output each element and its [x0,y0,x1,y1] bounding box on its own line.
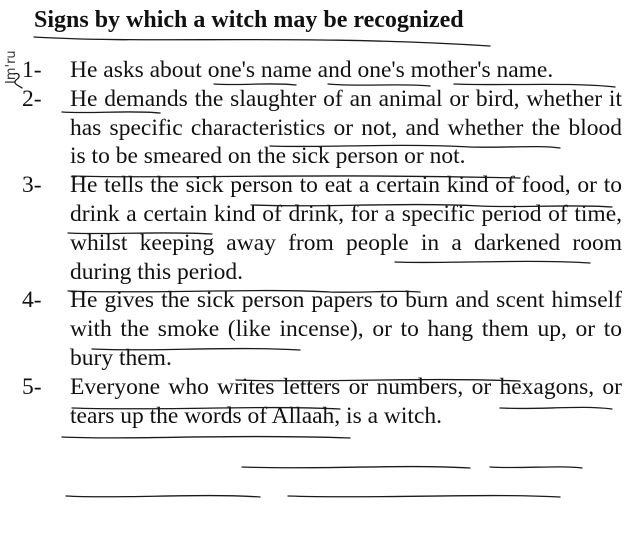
item-number: 1- [22,57,42,83]
underline [490,467,582,468]
item-number: 3- [22,172,42,199]
item-number: 2- [22,85,42,112]
list-item-5 [22,373,622,431]
item-number: 5- [22,373,42,400]
list-item-3 [22,171,622,286]
underline [288,496,560,497]
item-text: He tells the sick person to eat a certain kind of food, or to drink a certain kind of drink, for a specific period of time, whilst keeping away from people in a darkened room during this period. [70,172,622,285]
list-item-4 [22,286,622,372]
item-text: He gives the sick person papers to burn and scent himself with the smoke (like incense), or to hang them up, or to bury them. [70,287,622,371]
item-text: He demands the slaughter of an animal or bird, whether it has specific characteristics or not, and whether the blood is to be smeared on the sick person or not. [70,85,622,170]
underline [242,467,470,468]
item-text: He asks about one's name and one's mother's name. [70,57,554,83]
list-item-1 [22,56,622,85]
title-underline [34,37,490,46]
item-number: 4- [22,287,42,314]
list-item-2 [22,85,622,171]
handwritten-margin-note [4,6,22,86]
section-title: Signs by which a witch may be recognized [34,7,464,33]
underline [62,437,350,438]
item-text: Everyone who writes letters or numbers, or hexagons, or tears up the words of Allaah, is a witch. [70,373,622,429]
signs-list [22,56,622,430]
underline [66,496,260,497]
margin-note-text: Im'ru [4,50,19,84]
